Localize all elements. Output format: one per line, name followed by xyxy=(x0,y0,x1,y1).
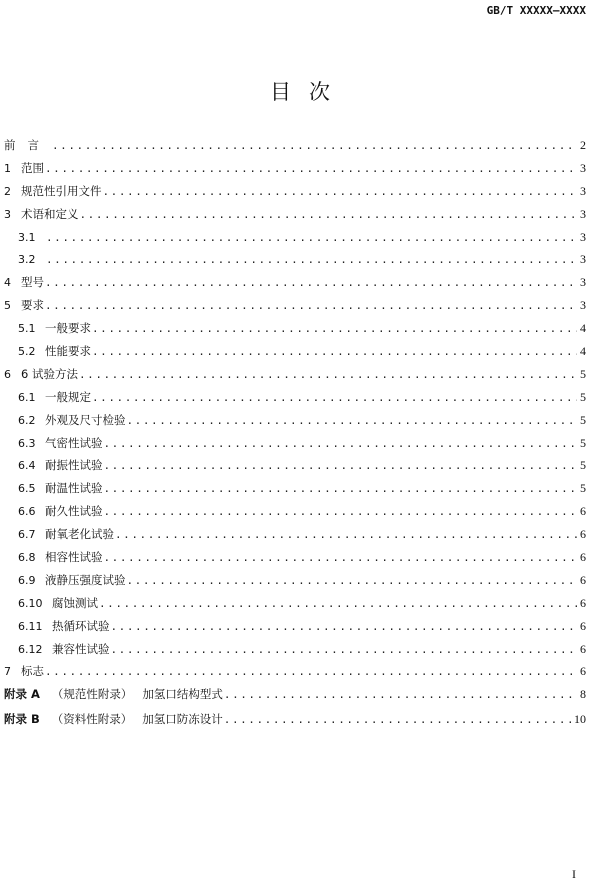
toc-entry-6-12[interactable] xyxy=(4,642,586,665)
toc-entry-number: 1 xyxy=(4,161,11,175)
footer-page-number: I xyxy=(572,867,576,881)
toc-entry-6-2[interactable] xyxy=(4,413,586,436)
toc-entry-label: 要求 xyxy=(21,298,44,313)
toc-entry-page: 6 xyxy=(580,527,586,542)
leader-dots xyxy=(104,459,578,473)
toc-entry-label: 耐氧老化试验 xyxy=(45,527,114,542)
toc-entry-label: 性能要求 xyxy=(45,344,91,359)
leader-dots xyxy=(92,345,577,359)
toc-appendix-a[interactable] xyxy=(4,687,586,712)
toc-entry-7[interactable] xyxy=(4,664,586,687)
toc-entry-label: 腐蚀测试 xyxy=(52,595,98,610)
toc-entry-number: 3 xyxy=(4,207,11,221)
toc-entry-3[interactable] xyxy=(4,207,586,230)
toc-entry-6-3[interactable] xyxy=(4,436,586,459)
toc-appendix-b[interactable] xyxy=(4,712,586,737)
toc-entry-number: 5.1 xyxy=(18,322,36,336)
toc-entry-label: 6 试验方法 xyxy=(21,366,78,381)
leader-dots xyxy=(92,322,577,336)
toc-entry-6-1[interactable] xyxy=(4,390,586,413)
toc-entry-label: 一般要求 xyxy=(45,321,91,336)
toc-entry-number: 5 xyxy=(4,299,11,313)
toc-entry-6-8[interactable] xyxy=(4,550,586,573)
toc-entry-page: 6 xyxy=(580,664,586,679)
toc-entry-number: 3.2 xyxy=(18,253,36,267)
toc-entry-label: 相容性试验 xyxy=(45,550,103,565)
toc-entry-label: 兼容性试验 xyxy=(52,641,110,656)
leader-dots xyxy=(104,505,578,519)
toc-entry-page: 6 xyxy=(580,504,586,519)
toc-entry-number: 6.10 xyxy=(18,596,43,610)
leader-dots xyxy=(52,139,577,153)
toc-entry-page: 4 xyxy=(580,321,586,336)
toc-entry-6[interactable] xyxy=(4,367,586,390)
leader-dots xyxy=(115,528,577,542)
toc-entry-page: 6 xyxy=(580,572,586,587)
appendix-kind: （资料性附录） xyxy=(51,712,133,727)
leader-dots xyxy=(224,688,577,702)
toc-entry-page: 5 xyxy=(580,481,586,496)
toc-entry-label: 耐久性试验 xyxy=(45,504,103,519)
leader-dots xyxy=(104,437,578,451)
toc-entry-page: 2 xyxy=(580,138,586,152)
toc-entry-6-4[interactable] xyxy=(4,458,586,481)
leader-dots xyxy=(92,391,577,405)
toc-entry-2[interactable] xyxy=(4,184,586,207)
toc-entry-label: 型号 xyxy=(21,275,44,290)
toc-entry-number: 6.6 xyxy=(18,505,36,519)
toc-entry-3-1[interactable] xyxy=(4,230,586,253)
toc-entry-page: 6 xyxy=(580,550,586,565)
toc-entry-page: 3 xyxy=(580,275,586,290)
toc-entry-label: 术语和定义 xyxy=(21,206,79,221)
toc-entry-6-9[interactable] xyxy=(4,573,586,596)
appendix-label: 附录 A xyxy=(4,687,40,702)
toc-entry-number: 6 xyxy=(4,367,11,381)
appendix-label: 附录 B xyxy=(4,712,40,727)
leader-dots xyxy=(80,208,578,222)
toc-entry-label: 耐振性试验 xyxy=(45,458,103,473)
leader-dots xyxy=(111,643,578,657)
toc-entry-number: 5.2 xyxy=(18,345,36,359)
toc-entry-page: 5 xyxy=(580,366,586,381)
toc-entry-6-7[interactable] xyxy=(4,527,586,550)
leader-dots xyxy=(224,713,573,727)
toc-entry-number: 6.1 xyxy=(18,390,36,404)
toc-entry-6-11[interactable] xyxy=(4,619,586,642)
appendix-title: 加氢口防冻设计 xyxy=(142,712,223,727)
toc-entry-number: 6.2 xyxy=(18,413,36,427)
leader-dots xyxy=(127,574,578,588)
toc-entry-5-2[interactable] xyxy=(4,344,586,367)
toc-entry-number: 3.1 xyxy=(18,230,36,244)
table-of-contents xyxy=(4,138,586,737)
toc-entry-page: 6 xyxy=(580,641,586,656)
toc-entry-page: 3 xyxy=(580,298,586,313)
toc-entry-page: 5 xyxy=(580,389,586,404)
toc-entry-number: 6.9 xyxy=(18,573,36,587)
leader-dots xyxy=(99,597,577,611)
toc-entry-page: 6 xyxy=(580,618,586,633)
toc-entry-number: 6.3 xyxy=(18,436,36,450)
toc-entry-number: 6.5 xyxy=(18,482,36,496)
toc-entry-page: 3 xyxy=(580,252,586,267)
leader-dots xyxy=(103,185,578,199)
toc-entry-number: 2 xyxy=(4,184,11,198)
toc-entry-3-2[interactable] xyxy=(4,252,586,275)
leader-dots xyxy=(46,231,577,245)
leader-dots xyxy=(46,253,577,267)
page-title: 目次 xyxy=(270,80,348,104)
appendix-kind: （规范性附录） xyxy=(51,687,133,702)
toc-entry-page: 8 xyxy=(580,687,586,702)
toc-entry-number: 6.8 xyxy=(18,551,36,565)
toc-entry-4[interactable] xyxy=(4,275,586,298)
toc-entry-label: 范围 xyxy=(21,160,44,175)
toc-entry-page: 10 xyxy=(574,712,586,727)
toc-entry-number: 4 xyxy=(4,276,11,290)
toc-entry-foreword[interactable] xyxy=(4,138,586,161)
toc-entry-number: 7 xyxy=(4,665,11,679)
leader-dots xyxy=(79,368,577,382)
leader-dots xyxy=(45,665,577,679)
toc-entry-page: 3 xyxy=(580,160,586,175)
toc-entry-label: 标志 xyxy=(21,664,44,679)
toc-entry-page: 3 xyxy=(580,229,586,244)
appendix-title: 加氢口结构型式 xyxy=(142,687,223,702)
toc-entry-number: 6.12 xyxy=(18,642,43,656)
toc-entry-page: 4 xyxy=(580,344,586,359)
toc-entry-page: 5 xyxy=(580,458,586,473)
toc-entry-label: 规范性引用文件 xyxy=(21,183,102,198)
leader-dots xyxy=(45,162,577,176)
toc-entry-page: 5 xyxy=(580,435,586,450)
leader-dots xyxy=(104,551,578,565)
toc-entry-label: 液静压强度试验 xyxy=(45,572,126,587)
toc-entry-label: 前言 xyxy=(4,138,51,152)
leader-dots xyxy=(45,299,577,313)
standard-code: GB/T XXXXX—XXXX xyxy=(486,4,586,17)
toc-entry-label: 耐温性试验 xyxy=(45,481,103,496)
toc-entry-label: 外观及尺寸检验 xyxy=(45,412,126,427)
toc-entry-page: 3 xyxy=(580,183,586,198)
toc-entry-page: 6 xyxy=(580,595,586,610)
toc-entry-6-6[interactable] xyxy=(4,504,586,527)
leader-dots xyxy=(45,276,577,290)
leader-dots xyxy=(127,414,578,428)
toc-entry-number: 6.4 xyxy=(18,459,36,473)
toc-entry-6-10[interactable] xyxy=(4,596,586,619)
leader-dots xyxy=(104,482,578,496)
toc-entry-5-1[interactable] xyxy=(4,321,586,344)
leader-dots xyxy=(111,620,578,634)
toc-entry-label: 一般规定 xyxy=(45,389,91,404)
toc-entry-6-5[interactable] xyxy=(4,481,586,504)
toc-entry-label: 热循环试验 xyxy=(52,618,110,633)
toc-entry-page: 5 xyxy=(580,412,586,427)
toc-entry-page: 3 xyxy=(580,206,586,221)
toc-entry-1[interactable] xyxy=(4,161,586,184)
toc-entry-label: 气密性试验 xyxy=(45,435,103,450)
toc-entry-number: 6.7 xyxy=(18,528,36,542)
toc-entry-5[interactable] xyxy=(4,298,586,321)
toc-entry-number: 6.11 xyxy=(18,619,43,633)
